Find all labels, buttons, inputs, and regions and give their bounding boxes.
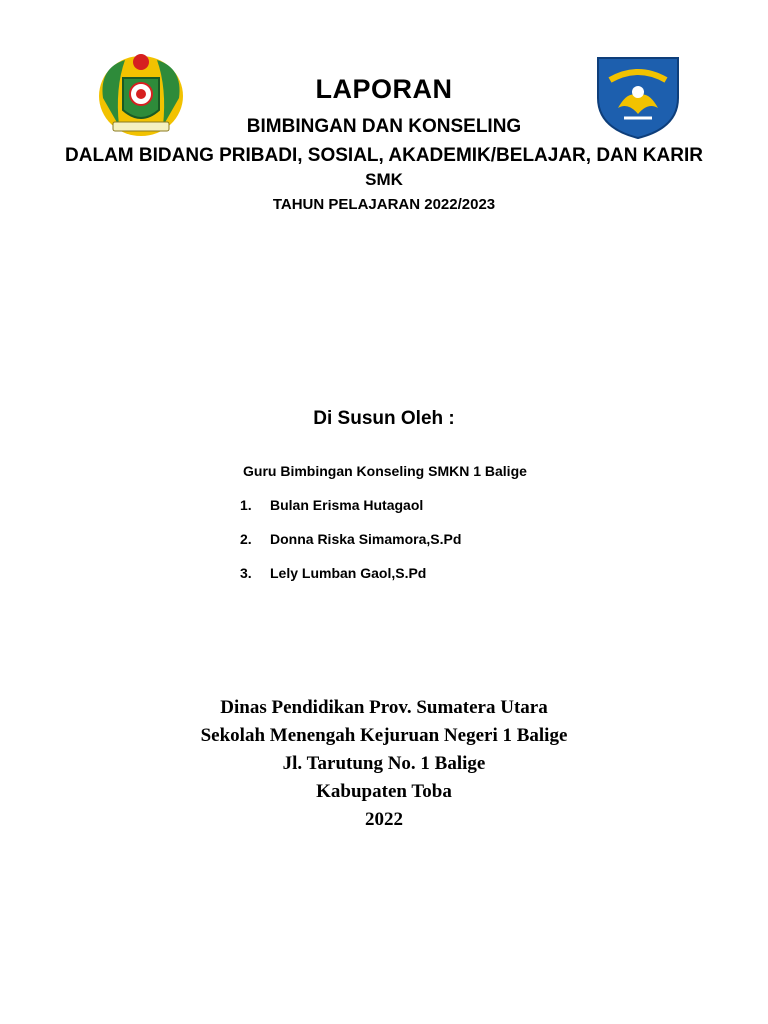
institution-line: Jl. Tarutung No. 1 Balige [282, 753, 486, 774]
report-subtitle-2: DALAM BIDANG PRIBADI, SOSIAL, AKADEMIK/BELAJAR, DAN KARIR [65, 145, 703, 166]
institution-block [0, 694, 768, 834]
academic-year: TAHUN PELAJARAN 2022/2023 [272, 196, 496, 213]
institution-year: 2022 [365, 809, 403, 830]
author-name: Donna Riska Simamora,S.Pd [270, 531, 462, 547]
report-subtitle-1: BIMBINGAN DAN KONSELING [246, 116, 522, 137]
list-number: 3. [240, 565, 252, 581]
authored-by-heading: Di Susun Oleh : [313, 408, 455, 429]
list-number: 2. [240, 531, 252, 547]
list-item [240, 497, 461, 531]
institution-line: Dinas Pendidikan Prov. Sumatera Utara [220, 697, 548, 718]
list-item [240, 565, 461, 599]
report-title: LAPORAN [315, 74, 453, 104]
list-item [240, 531, 461, 565]
institution-line: Sekolah Menengah Kejuruan Negeri 1 Balige [200, 725, 568, 746]
list-number: 1. [240, 497, 252, 513]
author-list [240, 497, 461, 599]
report-subtitle-3: SMK [365, 170, 403, 189]
author-name: Bulan Erisma Hutagaol [270, 497, 424, 513]
author-name: Lely Lumban Gaol,S.Pd [270, 565, 427, 581]
author-group: Guru Bimbingan Konseling SMKN 1 Balige [243, 463, 527, 479]
institution-line: Kabupaten Toba [316, 781, 452, 802]
